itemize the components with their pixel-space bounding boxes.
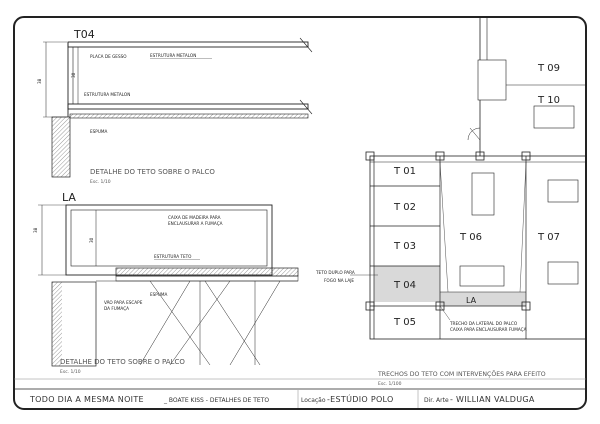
title-block-subject: _ BOATE KISS - DETALHES DE TETO bbox=[164, 397, 270, 404]
plan-t06-diag-a bbox=[440, 162, 448, 292]
la-label-vao-2: DA FUMAÇA bbox=[104, 306, 130, 311]
title-block-location-label: Locação bbox=[301, 397, 326, 404]
plan-panel-t07: T 07 bbox=[538, 232, 561, 243]
la-ceiling-slab bbox=[116, 268, 298, 276]
t04-label-metalon-bottom: ESTRUTURA METALON bbox=[84, 92, 131, 97]
la-label-espuma: ESPUMA bbox=[150, 292, 168, 297]
la-scale: Esc. 1/10 bbox=[60, 370, 81, 375]
title-block-location: -ESTÚDIO POLO bbox=[327, 395, 394, 404]
plan-upper-box bbox=[534, 106, 574, 128]
plan-panel-t04: T 04 bbox=[394, 280, 417, 291]
la-label-vao-1: VÃO PARA ESCAPE bbox=[104, 300, 143, 305]
la-dim-38: 38 bbox=[33, 227, 38, 233]
detail-la bbox=[33, 191, 298, 375]
t04-break-top bbox=[300, 38, 312, 52]
la-truss-d bbox=[205, 281, 260, 365]
la-title: DETALHE DO TETO SOBRE O PALCO bbox=[60, 358, 185, 366]
sheet-border bbox=[14, 17, 586, 409]
t04-label-espuma: ESPUMA bbox=[90, 129, 108, 134]
la-label-estrutura: ESTRUTURA TETO bbox=[154, 254, 192, 259]
t04-box-bottom bbox=[68, 104, 308, 109]
t04-break-bottom bbox=[300, 100, 312, 114]
plan-title: TRECHOS DO TETO COM INTERVENÇÕES PARA EFEITO bbox=[378, 371, 546, 378]
plan-panel-t10: T 10 bbox=[538, 95, 561, 106]
plan-note-lateral-1: TRECHO DA LATERAL DO PALCO bbox=[450, 321, 518, 326]
plan-panel-t06: T 06 bbox=[460, 232, 483, 243]
ceiling-plan bbox=[315, 17, 586, 387]
detail-la-tag: LA bbox=[62, 191, 76, 204]
la-dim-30: 30 bbox=[89, 237, 94, 243]
plan-panel-t09: T 09 bbox=[538, 63, 561, 74]
t04-box-top bbox=[68, 42, 308, 47]
plan-panel-t01: T 01 bbox=[394, 166, 417, 177]
title-block bbox=[29, 390, 535, 408]
t04-label-gesso: PLACA DE GESSO bbox=[90, 54, 127, 59]
t04-dim-30: 30 bbox=[71, 72, 76, 78]
plan-t06-rect-top bbox=[472, 173, 494, 215]
t04-dim-38: 38 bbox=[37, 78, 42, 84]
plan-t07-rect-top bbox=[548, 180, 578, 202]
title-block-direction-label: Dir. Arte bbox=[424, 397, 449, 404]
plan-panel-t03: T 03 bbox=[394, 241, 417, 252]
plan-la-shade bbox=[440, 292, 526, 306]
title-block-project: TODO DIA A MESMA NOITE bbox=[30, 395, 144, 404]
plan-panel-t05: T 05 bbox=[394, 317, 417, 328]
plan-note-duplo-1: TETO DUPLO PARA bbox=[316, 270, 355, 275]
plan-scale: Esc. 1/100 bbox=[378, 382, 402, 387]
title-block-direction: - WILLIAN VALDUGA bbox=[450, 395, 535, 404]
la-foam bbox=[116, 276, 298, 281]
plan-note-duplo-2: FOGO NA LAJE bbox=[324, 278, 355, 283]
detail-t04-tag: T04 bbox=[74, 28, 95, 41]
plan-t06-rect-bottom bbox=[460, 266, 504, 286]
plan-t07-rect-bottom bbox=[548, 262, 578, 284]
t04-wall bbox=[52, 117, 70, 177]
plan-note-lateral-leader bbox=[440, 306, 450, 320]
plan-t06-diag-b bbox=[520, 162, 526, 292]
plan-door-arc bbox=[470, 128, 480, 140]
t04-scale: Esc. 1/10 bbox=[90, 180, 111, 185]
t04-foam bbox=[70, 114, 308, 118]
la-column-hatch bbox=[52, 282, 62, 366]
detail-t04 bbox=[37, 28, 312, 185]
t04-label-metalon-top: ESTRUTURA METALON bbox=[150, 53, 197, 58]
plan-panel-t02: T 02 bbox=[394, 202, 417, 213]
la-label-caixa-1: CAIXA DE MADEIRA PARA bbox=[168, 215, 221, 220]
plan-note-lateral-2: CAIXA PARA ENCLAUSURAR FUMAÇA bbox=[450, 327, 527, 332]
plan-upper-block bbox=[478, 60, 506, 100]
plan-la-label: LA bbox=[466, 296, 477, 305]
la-label-caixa-2: ENCLAUSURAR A FUMAÇA bbox=[168, 221, 223, 226]
t04-title: DETALHE DO TETO SOBRE O PALCO bbox=[90, 168, 215, 176]
